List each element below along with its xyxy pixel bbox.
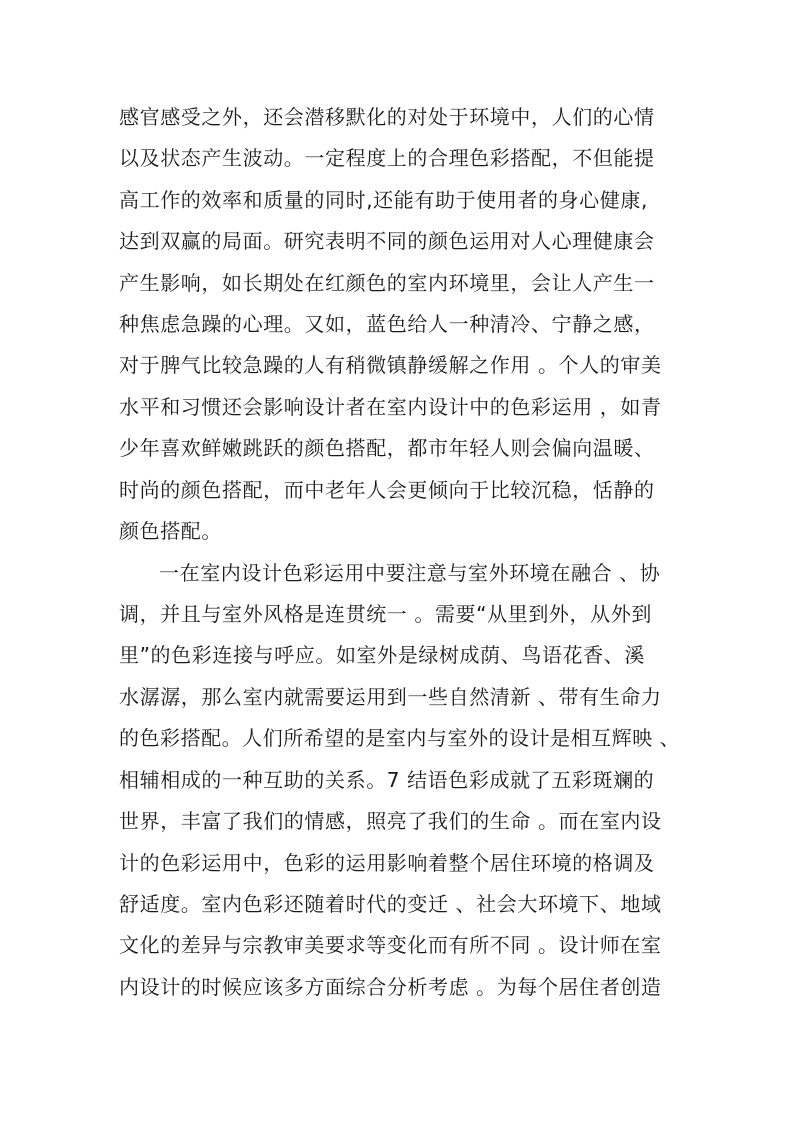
text-line: 达到双赢的局面。研究表明不同的颜色运用对人心理健康会	[119, 229, 655, 253]
text-line: 时尚的颜色搭配，而中老年人会更倾向于比较沉稳，恬静的	[119, 478, 655, 502]
text-line: 种焦虑急躁的心理。又如，蓝色给人一种清冷、宁静之感，	[119, 312, 655, 336]
text-line: 高工作的效率和质量的同时,还能有助于使用者的身心健康,	[119, 188, 648, 212]
text-line: 对于脾气比较急躁的人有稍微镇静缓解之作用 。个人的审美	[119, 353, 662, 377]
text-line: 相辅相成的一种互助的关系。7 结语色彩成就了五彩斑斓的	[119, 768, 655, 792]
text-line: 产生影响，如长期处在红颜色的室内环境里，会让人产生一	[119, 271, 655, 295]
paragraph-first-line: 一在室内设计色彩运用中要注意与室外环境在融合 、协	[159, 561, 661, 585]
text-line: 少年喜欢鲜嫩跳跃的颜色搭配，都市年轻人则会偏向温暖、	[119, 436, 655, 460]
text-line: 调，并且与室外风格是连贯统一 。需要“从里到外，从外到	[119, 602, 652, 626]
text-line: 里”的色彩连接与呼应。如室外是绿树成荫、鸟语花香、溪	[119, 643, 645, 667]
text-line: 计的色彩运用中，色彩的运用影响着整个居住环境的格调及	[119, 851, 655, 875]
text-line: 文化的差异与宗教审美要求等变化而有所不同 。设计师在室	[119, 933, 662, 957]
text-line: 内设计的时候应该多方面综合分析考虑 。为每个居住者创造	[119, 975, 662, 999]
text-line: 以及状态产生波动。一定程度上的合理色彩搭配，不但能提	[119, 146, 655, 170]
text-line: 舒适度。室内色彩还随着时代的变迁 、社会大环境下、地域	[119, 892, 662, 916]
text-line: 的色彩搭配。人们所希望的是室内与室外的设计是相互辉映 、	[119, 726, 681, 750]
text-line: 感官感受之外，还会潜移默化的对处于环境中，人们的心情	[119, 105, 655, 129]
text-line: 水平和习惯还会影响设计者在室内设计中的色彩运用 ，如青	[119, 395, 662, 419]
text-line: 水潺潺，那么室内就需要运用到一些自然清新 、带有生命力	[119, 685, 662, 709]
text-line: 世界，丰富了我们的情感，照亮了我们的生命 。而在室内设	[119, 809, 662, 833]
text-line: 颜色搭配。	[119, 519, 222, 543]
